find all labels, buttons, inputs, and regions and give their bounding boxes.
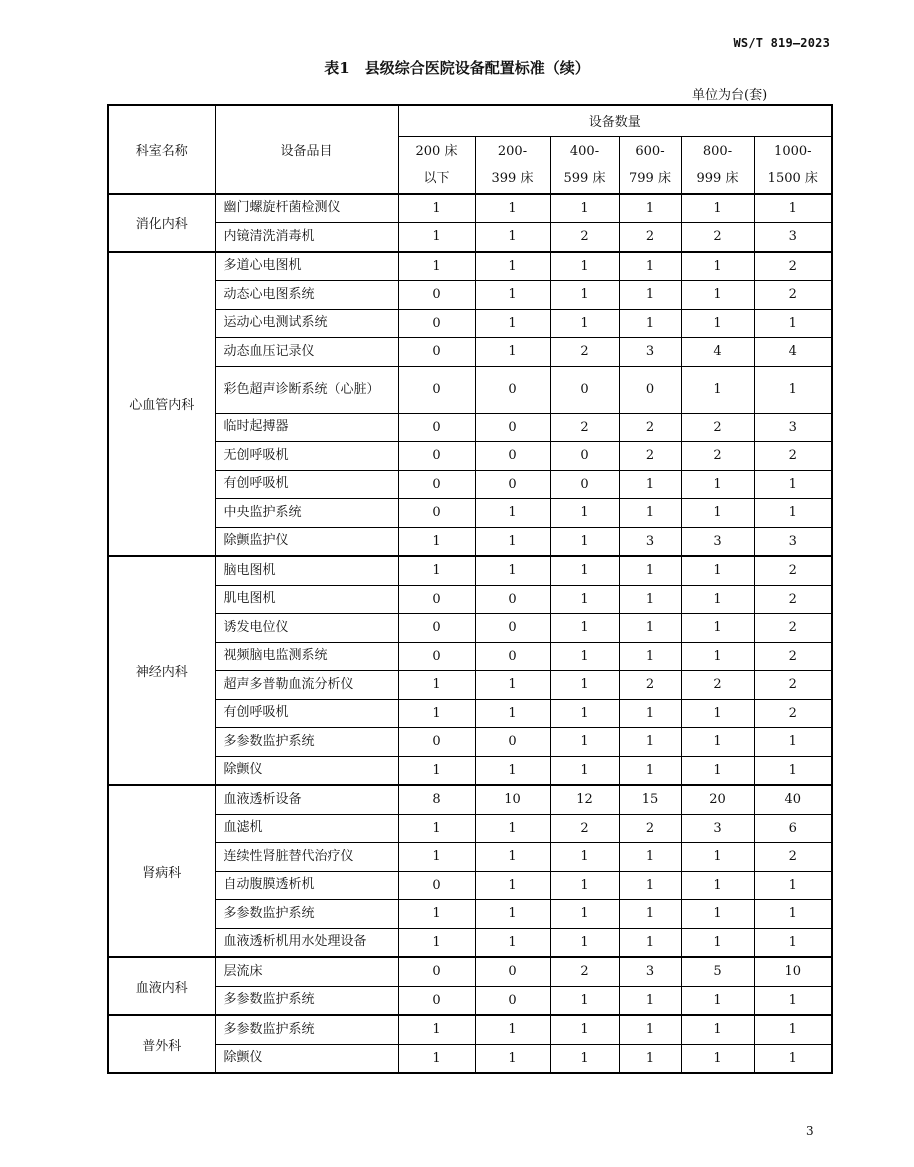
quantity-cell: 1 bbox=[619, 843, 681, 872]
quantity-cell: 0 bbox=[475, 442, 550, 471]
quantity-cell: 0 bbox=[398, 338, 475, 367]
quantity-cell: 0 bbox=[619, 366, 681, 413]
quantity-cell: 1 bbox=[398, 843, 475, 872]
equipment-item-cell: 动态血压记录仪 bbox=[215, 338, 398, 367]
quantity-cell: 2 bbox=[550, 413, 619, 442]
equipment-item-cell: 血液透析设备 bbox=[215, 785, 398, 814]
quantity-cell: 0 bbox=[475, 642, 550, 671]
table-row bbox=[108, 252, 832, 281]
table-row bbox=[108, 499, 832, 528]
header-bed-range bbox=[475, 136, 550, 194]
quantity-cell: 1 bbox=[475, 871, 550, 900]
quantity-cell: 0 bbox=[398, 642, 475, 671]
equipment-item-cell: 血液透析机用水处理设备 bbox=[215, 928, 398, 957]
quantity-cell: 2 bbox=[681, 442, 754, 471]
quantity-cell: 2 bbox=[754, 614, 832, 643]
quantity-cell: 1 bbox=[619, 309, 681, 338]
quantity-cell: 1 bbox=[475, 756, 550, 785]
quantity-cell: 1 bbox=[754, 756, 832, 785]
quantity-cell: 0 bbox=[475, 728, 550, 757]
quantity-cell: 1 bbox=[681, 986, 754, 1015]
quantity-cell: 3 bbox=[681, 814, 754, 843]
quantity-cell: 0 bbox=[398, 499, 475, 528]
table-row bbox=[108, 814, 832, 843]
quantity-cell: 1 bbox=[754, 986, 832, 1015]
quantity-cell: 3 bbox=[754, 223, 832, 252]
quantity-cell: 1 bbox=[550, 527, 619, 556]
dept-name-cell: 心血管内科 bbox=[108, 252, 215, 557]
table-row bbox=[108, 527, 832, 556]
quantity-cell: 2 bbox=[754, 556, 832, 585]
quantity-cell: 1 bbox=[619, 986, 681, 1015]
quantity-cell: 1 bbox=[475, 814, 550, 843]
quantity-cell: 3 bbox=[619, 957, 681, 986]
quantity-cell: 1 bbox=[681, 871, 754, 900]
quantity-cell: 1 bbox=[754, 900, 832, 929]
quantity-cell: 1 bbox=[398, 252, 475, 281]
equipment-item-cell: 多道心电图机 bbox=[215, 252, 398, 281]
quantity-cell: 1 bbox=[619, 556, 681, 585]
table-row bbox=[108, 442, 832, 471]
bed-range-line2: 999 床 bbox=[696, 170, 739, 186]
bed-range-line2: 399 床 bbox=[491, 170, 534, 186]
table-row bbox=[108, 785, 832, 814]
quantity-cell: 1 bbox=[475, 499, 550, 528]
equipment-item-cell: 有创呼吸机 bbox=[215, 470, 398, 499]
quantity-cell: 0 bbox=[398, 281, 475, 310]
bed-range-line2: 599 床 bbox=[563, 170, 606, 186]
quantity-cell: 2 bbox=[681, 223, 754, 252]
quantity-cell: 1 bbox=[398, 699, 475, 728]
equipment-item-cell: 超声多普勒血流分析仪 bbox=[215, 671, 398, 700]
quantity-cell: 2 bbox=[619, 814, 681, 843]
quantity-cell: 1 bbox=[754, 194, 832, 223]
equipment-item-cell: 血滤机 bbox=[215, 814, 398, 843]
quantity-cell: 0 bbox=[475, 366, 550, 413]
table-row bbox=[108, 338, 832, 367]
table-row bbox=[108, 614, 832, 643]
table-row bbox=[108, 756, 832, 785]
quantity-cell: 1 bbox=[754, 928, 832, 957]
quantity-cell: 1 bbox=[681, 556, 754, 585]
quantity-cell: 1 bbox=[398, 556, 475, 585]
quantity-cell: 1 bbox=[681, 194, 754, 223]
quantity-cell: 2 bbox=[619, 671, 681, 700]
bed-range-line2: 以下 bbox=[423, 170, 450, 186]
quantity-cell: 1 bbox=[619, 470, 681, 499]
quantity-cell: 2 bbox=[619, 442, 681, 471]
quantity-cell: 1 bbox=[681, 614, 754, 643]
quantity-cell: 2 bbox=[550, 338, 619, 367]
quantity-cell: 2 bbox=[754, 281, 832, 310]
quantity-cell: 1 bbox=[475, 699, 550, 728]
quantity-cell: 1 bbox=[619, 499, 681, 528]
table-row bbox=[108, 309, 832, 338]
equipment-item-cell: 视频脑电监测系统 bbox=[215, 642, 398, 671]
quantity-cell: 1 bbox=[550, 1044, 619, 1073]
quantity-cell: 1 bbox=[619, 756, 681, 785]
quantity-cell: 1 bbox=[398, 671, 475, 700]
quantity-cell: 1 bbox=[754, 728, 832, 757]
table-row bbox=[108, 871, 832, 900]
quantity-cell: 1 bbox=[550, 614, 619, 643]
table-row bbox=[108, 1044, 832, 1073]
table-row bbox=[108, 642, 832, 671]
quantity-cell: 0 bbox=[398, 309, 475, 338]
quantity-cell: 1 bbox=[681, 699, 754, 728]
quantity-cell: 1 bbox=[550, 986, 619, 1015]
quantity-cell: 1 bbox=[550, 499, 619, 528]
quantity-cell: 1 bbox=[619, 728, 681, 757]
quantity-cell: 1 bbox=[475, 556, 550, 585]
quantity-cell: 1 bbox=[398, 928, 475, 957]
quantity-cell: 6 bbox=[754, 814, 832, 843]
bed-range-line1: 800- bbox=[702, 143, 733, 159]
equipment-item-cell: 内镜清洗消毒机 bbox=[215, 223, 398, 252]
quantity-cell: 1 bbox=[681, 281, 754, 310]
equipment-item-cell: 自动腹膜透析机 bbox=[215, 871, 398, 900]
quantity-cell: 1 bbox=[475, 671, 550, 700]
page-number: 3 bbox=[806, 1124, 814, 1138]
quantity-cell: 1 bbox=[475, 843, 550, 872]
quantity-cell: 1 bbox=[619, 614, 681, 643]
table-row bbox=[108, 1015, 832, 1044]
quantity-cell: 0 bbox=[550, 442, 619, 471]
quantity-cell: 2 bbox=[681, 671, 754, 700]
quantity-cell: 1 bbox=[475, 900, 550, 929]
quantity-cell: 3 bbox=[619, 527, 681, 556]
quantity-cell: 2 bbox=[619, 413, 681, 442]
quantity-cell: 1 bbox=[550, 585, 619, 614]
table-row bbox=[108, 413, 832, 442]
quantity-cell: 1 bbox=[681, 470, 754, 499]
quantity-cell: 40 bbox=[754, 785, 832, 814]
quantity-cell: 1 bbox=[550, 281, 619, 310]
quantity-cell: 1 bbox=[754, 499, 832, 528]
quantity-cell: 0 bbox=[550, 470, 619, 499]
quantity-cell: 0 bbox=[398, 585, 475, 614]
quantity-cell: 1 bbox=[681, 366, 754, 413]
quantity-cell: 0 bbox=[398, 614, 475, 643]
quantity-cell: 1 bbox=[754, 1015, 832, 1044]
quantity-cell: 2 bbox=[754, 843, 832, 872]
equipment-item-cell: 多参数监护系统 bbox=[215, 986, 398, 1015]
quantity-cell: 1 bbox=[550, 928, 619, 957]
header-quantity: 设备数量 bbox=[398, 105, 832, 136]
table-row bbox=[108, 671, 832, 700]
quantity-cell: 1 bbox=[475, 309, 550, 338]
quantity-cell: 1 bbox=[475, 527, 550, 556]
quantity-cell: 0 bbox=[398, 470, 475, 499]
quantity-cell: 1 bbox=[398, 1044, 475, 1073]
quantity-cell: 1 bbox=[475, 281, 550, 310]
table-row bbox=[108, 281, 832, 310]
quantity-cell: 1 bbox=[550, 194, 619, 223]
quantity-cell: 1 bbox=[619, 281, 681, 310]
quantity-cell: 3 bbox=[754, 413, 832, 442]
header-bed-range bbox=[550, 136, 619, 194]
equipment-item-cell: 诱发电位仪 bbox=[215, 614, 398, 643]
quantity-cell: 1 bbox=[681, 843, 754, 872]
quantity-cell: 1 bbox=[398, 527, 475, 556]
quantity-cell: 2 bbox=[754, 252, 832, 281]
table-row bbox=[108, 223, 832, 252]
equipment-item-cell: 肌电图机 bbox=[215, 585, 398, 614]
table-title: 表1 县级综合医院设备配置标准（续） bbox=[324, 59, 590, 77]
quantity-cell: 1 bbox=[681, 252, 754, 281]
table-row bbox=[108, 957, 832, 986]
quantity-cell: 3 bbox=[681, 527, 754, 556]
quantity-cell: 15 bbox=[619, 785, 681, 814]
quantity-cell: 0 bbox=[475, 585, 550, 614]
quantity-cell: 1 bbox=[619, 194, 681, 223]
dept-name-cell: 神经内科 bbox=[108, 556, 215, 785]
quantity-cell: 1 bbox=[550, 556, 619, 585]
quantity-cell: 2 bbox=[754, 671, 832, 700]
quantity-cell: 1 bbox=[619, 252, 681, 281]
quantity-cell: 0 bbox=[398, 442, 475, 471]
header-dept: 科室名称 bbox=[108, 105, 215, 194]
quantity-cell: 1 bbox=[550, 843, 619, 872]
quantity-cell: 1 bbox=[398, 223, 475, 252]
table-row bbox=[108, 843, 832, 872]
table-row bbox=[108, 900, 832, 929]
quantity-cell: 1 bbox=[754, 309, 832, 338]
quantity-cell: 1 bbox=[475, 338, 550, 367]
quantity-cell: 1 bbox=[681, 309, 754, 338]
equipment-item-cell: 除颤监护仪 bbox=[215, 527, 398, 556]
quantity-cell: 0 bbox=[475, 614, 550, 643]
quantity-cell: 1 bbox=[619, 699, 681, 728]
quantity-cell: 2 bbox=[619, 223, 681, 252]
quantity-cell: 1 bbox=[681, 1015, 754, 1044]
document-code: WS/T 819—2023 bbox=[733, 36, 830, 50]
table-row bbox=[108, 470, 832, 499]
equipment-item-cell: 连续性肾脏替代治疗仪 bbox=[215, 843, 398, 872]
table-row bbox=[108, 366, 832, 413]
quantity-cell: 1 bbox=[475, 223, 550, 252]
equipment-item-cell: 动态心电图系统 bbox=[215, 281, 398, 310]
quantity-cell: 1 bbox=[550, 1015, 619, 1044]
equipment-item-cell: 运动心电测试系统 bbox=[215, 309, 398, 338]
dept-name-cell: 血液内科 bbox=[108, 957, 215, 1015]
quantity-cell: 1 bbox=[475, 1044, 550, 1073]
quantity-cell: 0 bbox=[475, 413, 550, 442]
equipment-item-cell: 临时起搏器 bbox=[215, 413, 398, 442]
header-bed-range bbox=[681, 136, 754, 194]
quantity-cell: 0 bbox=[475, 957, 550, 986]
quantity-cell: 10 bbox=[475, 785, 550, 814]
quantity-cell: 1 bbox=[681, 728, 754, 757]
quantity-cell: 1 bbox=[475, 252, 550, 281]
equipment-item-cell: 无创呼吸机 bbox=[215, 442, 398, 471]
quantity-cell: 1 bbox=[681, 928, 754, 957]
quantity-cell: 1 bbox=[681, 585, 754, 614]
equipment-item-cell: 除颤仪 bbox=[215, 756, 398, 785]
header-bed-range bbox=[398, 136, 475, 194]
quantity-cell: 2 bbox=[550, 223, 619, 252]
bed-range-line1: 600- bbox=[635, 143, 665, 159]
quantity-cell: 1 bbox=[619, 871, 681, 900]
quantity-cell: 1 bbox=[398, 194, 475, 223]
unit-note: 单位为台(套) bbox=[692, 88, 768, 103]
bed-range-line1: 400- bbox=[569, 143, 600, 159]
quantity-cell: 1 bbox=[619, 1015, 681, 1044]
quantity-cell: 1 bbox=[475, 194, 550, 223]
quantity-cell: 1 bbox=[681, 756, 754, 785]
quantity-cell: 2 bbox=[754, 642, 832, 671]
equipment-item-cell: 有创呼吸机 bbox=[215, 699, 398, 728]
bed-range-line1: 200 床 bbox=[415, 143, 458, 159]
quantity-cell: 4 bbox=[681, 338, 754, 367]
table-row bbox=[108, 728, 832, 757]
quantity-cell: 1 bbox=[398, 814, 475, 843]
equipment-item-cell: 多参数监护系统 bbox=[215, 728, 398, 757]
header-item: 设备品目 bbox=[215, 105, 398, 194]
quantity-cell: 0 bbox=[398, 413, 475, 442]
quantity-cell: 1 bbox=[619, 1044, 681, 1073]
quantity-cell: 1 bbox=[550, 871, 619, 900]
quantity-cell: 2 bbox=[754, 442, 832, 471]
quantity-cell: 0 bbox=[398, 957, 475, 986]
table-row bbox=[108, 585, 832, 614]
quantity-cell: 2 bbox=[681, 413, 754, 442]
quantity-cell: 1 bbox=[754, 470, 832, 499]
quantity-cell: 0 bbox=[550, 366, 619, 413]
quantity-cell: 3 bbox=[754, 527, 832, 556]
equipment-table bbox=[107, 104, 833, 1074]
quantity-cell: 0 bbox=[398, 728, 475, 757]
quantity-cell: 1 bbox=[754, 366, 832, 413]
equipment-item-cell: 彩色超声诊断系统（心脏） bbox=[215, 366, 398, 413]
quantity-cell: 1 bbox=[550, 309, 619, 338]
quantity-cell: 1 bbox=[619, 900, 681, 929]
quantity-cell: 1 bbox=[550, 756, 619, 785]
quantity-cell: 8 bbox=[398, 785, 475, 814]
equipment-item-cell: 中央监护系统 bbox=[215, 499, 398, 528]
dept-name-cell: 消化内科 bbox=[108, 194, 215, 252]
quantity-cell: 1 bbox=[550, 900, 619, 929]
quantity-cell: 0 bbox=[398, 871, 475, 900]
quantity-cell: 2 bbox=[550, 957, 619, 986]
quantity-cell: 0 bbox=[398, 366, 475, 413]
bed-range-line2: 799 床 bbox=[629, 170, 671, 186]
table-row bbox=[108, 194, 832, 223]
quantity-cell: 5 bbox=[681, 957, 754, 986]
header-bed-range bbox=[754, 136, 832, 194]
equipment-item-cell: 层流床 bbox=[215, 957, 398, 986]
quantity-cell: 1 bbox=[475, 1015, 550, 1044]
quantity-cell: 1 bbox=[619, 642, 681, 671]
quantity-cell: 20 bbox=[681, 785, 754, 814]
equipment-item-cell: 多参数监护系统 bbox=[215, 1015, 398, 1044]
quantity-cell: 1 bbox=[619, 585, 681, 614]
table-row bbox=[108, 699, 832, 728]
quantity-cell: 12 bbox=[550, 785, 619, 814]
quantity-cell: 0 bbox=[398, 986, 475, 1015]
bed-range-line1: 200- bbox=[497, 143, 528, 159]
quantity-cell: 1 bbox=[475, 928, 550, 957]
quantity-cell: 1 bbox=[681, 499, 754, 528]
table-row bbox=[108, 986, 832, 1015]
quantity-cell: 1 bbox=[398, 756, 475, 785]
quantity-cell: 1 bbox=[681, 900, 754, 929]
quantity-cell: 1 bbox=[681, 1044, 754, 1073]
quantity-cell: 2 bbox=[754, 699, 832, 728]
quantity-cell: 0 bbox=[475, 986, 550, 1015]
table-row bbox=[108, 556, 832, 585]
bed-range-line1: 1000- bbox=[774, 143, 812, 159]
quantity-cell: 4 bbox=[754, 338, 832, 367]
quantity-cell: 1 bbox=[550, 252, 619, 281]
equipment-item-cell: 幽门螺旋杆菌检测仪 bbox=[215, 194, 398, 223]
quantity-cell: 1 bbox=[398, 900, 475, 929]
dept-name-cell: 普外科 bbox=[108, 1015, 215, 1073]
table-row bbox=[108, 928, 832, 957]
quantity-cell: 1 bbox=[550, 699, 619, 728]
dept-name-cell: 肾病科 bbox=[108, 785, 215, 957]
bed-range-line2: 1500 床 bbox=[767, 170, 818, 186]
quantity-cell: 10 bbox=[754, 957, 832, 986]
quantity-cell: 2 bbox=[754, 585, 832, 614]
quantity-cell: 1 bbox=[550, 671, 619, 700]
quantity-cell: 1 bbox=[754, 871, 832, 900]
quantity-cell: 1 bbox=[550, 642, 619, 671]
quantity-cell: 1 bbox=[619, 928, 681, 957]
equipment-item-cell: 脑电图机 bbox=[215, 556, 398, 585]
quantity-cell: 0 bbox=[475, 470, 550, 499]
quantity-cell: 1 bbox=[550, 728, 619, 757]
equipment-item-cell: 除颤仪 bbox=[215, 1044, 398, 1073]
quantity-cell: 1 bbox=[754, 1044, 832, 1073]
equipment-item-cell: 多参数监护系统 bbox=[215, 900, 398, 929]
header-bed-range bbox=[619, 136, 681, 194]
quantity-cell: 2 bbox=[550, 814, 619, 843]
quantity-cell: 1 bbox=[398, 1015, 475, 1044]
quantity-cell: 3 bbox=[619, 338, 681, 367]
quantity-cell: 1 bbox=[681, 642, 754, 671]
